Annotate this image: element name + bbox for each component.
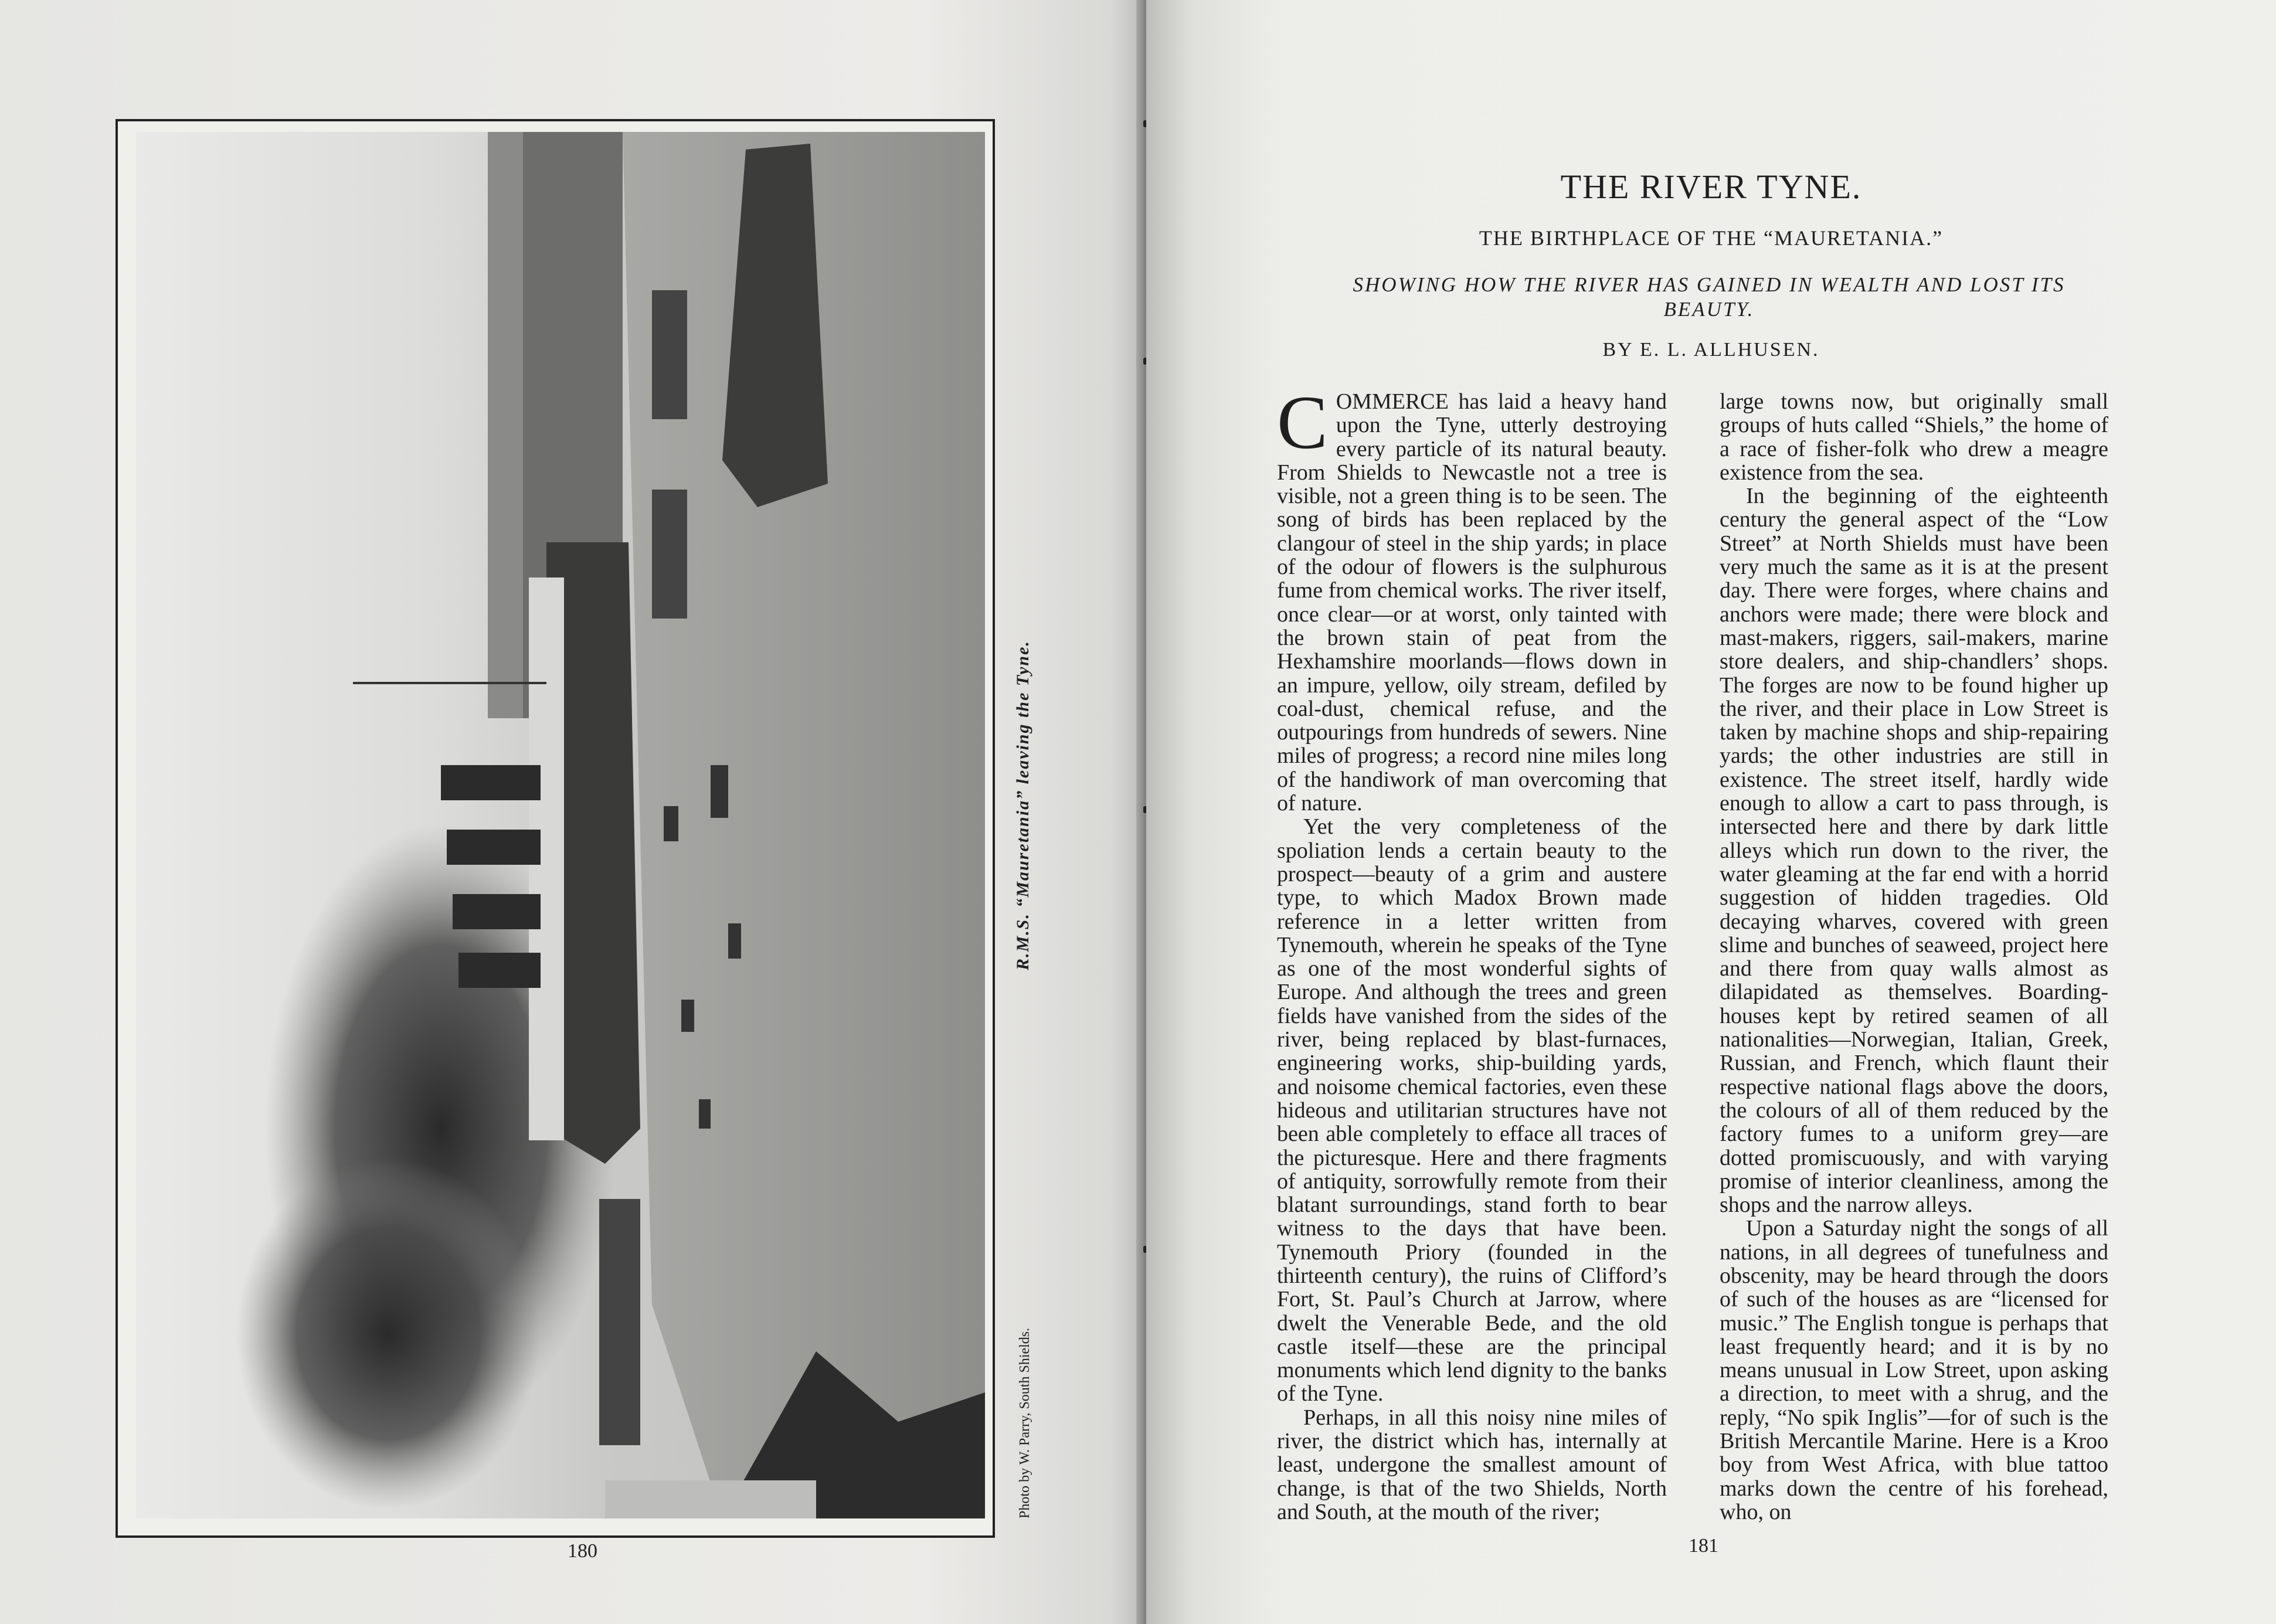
right-page [1146, 0, 2276, 1624]
page-number-right: 181 [1689, 1535, 1718, 1557]
paragraph: Upon a Saturday night the songs of all nations, in all degrees of tunefulness and obscenity, may be heard through the doors of such of the houses as are “licensed for music.” The English tongue is perhaps that least frequently heard; and it is by no means unusual in Low Street, upon asking a direction, to meet with a shrug, and the reply, “No spik Inglis”—for of such is the British Mercantile Marine. Here is a Kroo boy from West Africa, with blue tattoo marks down the centre of his forehead, who, on [1720, 1216, 2108, 1524]
page-number-left: 180 [568, 1540, 597, 1562]
article-subtitle: THE BIRTHPLACE OF THE “MAURETANIA.” [1479, 226, 1944, 250]
article-title: THE RIVER TYNE. [1560, 168, 1862, 206]
paragraph: In the beginning of the eighteenth century the general aspect of the “Low Street” at North Shields must have been very much the same as it is at the present day. There were forges, where chains and anchors were made; there were block and mast-makers, riggers, sail-makers, marine store dealers, and ship-chandlers’ shops. The forges are now to be found higher up the river, and their place in Low Street is taken by machine shops and ship-repairing yards; the other industries are still in existence. The street itself, hardly wide enough to allow a cart to pass through, is intersected here and there by dark little alleys which run down to the river, the water gleaming at the far end with a horrid suggestion of hidden tragedies. Old decaying wharves, covered with green slime and bunches of seaweed, project here and there from quay walls almost as dilapidated as themselves. Boarding-houses kept by retired seamen of all nationalities—Norwegian, Italian, Greek, Russian, and French, which flaunt their respective national flags above the doors, the colours of all of them reduced by the factory fumes to a uniform grey—are dotted promiscuously, and with varying promise of interior cleanliness, among the shops and the narrow alleys. [1720, 484, 2108, 1218]
text-column-1 [1277, 380, 1667, 1524]
article-deck: SHOWING HOW THE RIVER HAS GAINED IN WEALTH AND LOST ITS BEAUTY. [1353, 273, 2066, 321]
article-byline: BY E. L. ALLHUSEN. [1602, 339, 1820, 361]
drop-cap: C [1277, 380, 1328, 465]
paragraph: OMMERCE has laid a heavy hand upon the Tyne, utterly destroying every particle of its natural beauty. From Shields to Newcastle not a tree is visible, not a green thing is to be seen. The song of birds has been replaced by the clangour of steel in the ship yards; in place of the odour of flowers is the sulphurous fume from chemical works. The river itself, once clear—or at worst, only tainted with the brown stain of peat from the Hexhamshire moorlands—flows down in an impure, yellow, oily stream, defiled by coal-dust, chemical refuse, and the outpourings from hundreds of sewers. Nine miles of progress; a record nine miles long of the handiwork of man overcoming that of nature. [1277, 389, 1667, 816]
mauretania-photograph [136, 132, 985, 1518]
paragraph: Perhaps, in all this noisy nine miles of river, the district which has, internally at least, undergone the smallest amount of change, is that of the two Shields, North and South, at the mouth of the river; [1277, 1405, 1667, 1524]
photo-caption: R.M.S. “Mauretania” leaving the Tyne. [1013, 640, 1032, 970]
paragraph: Yet the very completeness of the spoliation lends a certain beauty to the prospect—beauty of a grim and austere type, to which Madox Brown made reference in a letter written from Tynemouth, wherein he speaks of the Tyne as one of the most wonderful sights of Europe. And although the trees and green fields have vanished from the sides of the river, being replaced by blast-furnaces, engineering works, ship-building yards, and noisome chemical factories, even these hideous and utilitarian structures have not been able completely to efface all traces of the picturesque. Here and there fragments of antiquity, sorrowfully remote from their blatant surroundings, stand forth to bear witness to the days that have been. Tynemouth Priory (founded in the thirteenth century), the ruins of Clifford’s Fort, St. Paul’s Church at Jarrow, where dwelt the Venerable Bede, and the old castle itself—these are the principal monuments which lend dignity to the banks of the Tyne. [1277, 814, 1667, 1406]
paragraph: large towns now, but originally small groups of huts called “Shiels,” the home of a race of fisher-folk who drew a meagre existence from the sea. [1720, 389, 2108, 485]
text-column-2 [1720, 390, 2108, 1524]
photo-credit: Photo by W. Parry, South Shields. [1017, 1327, 1032, 1518]
